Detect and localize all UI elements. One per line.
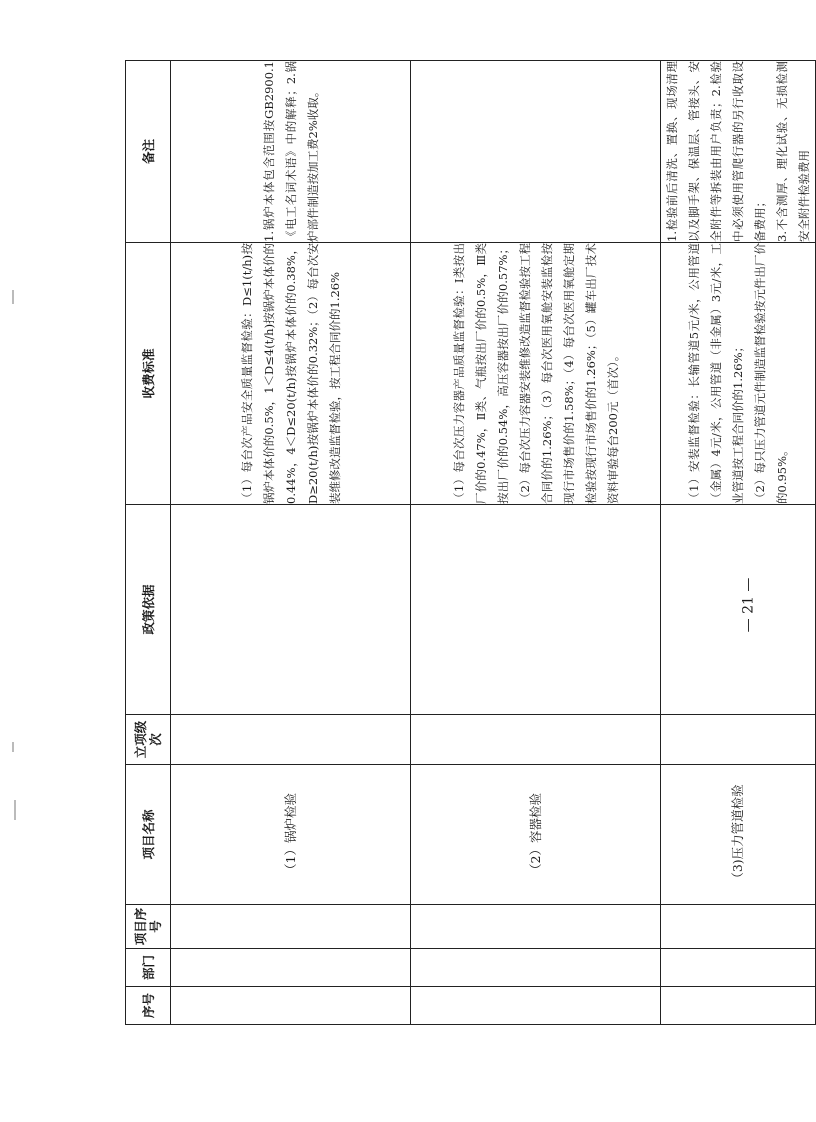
page-number-text: — 21 — [740, 577, 756, 633]
table-header-row [126, 61, 171, 1025]
cell-item-name: （2）容器检验 [411, 765, 661, 905]
cell-remarks: 1.锅炉本体包含范围按GB2900.1《电工名词术语》中的解释；2.锅炉部件制造按加工费2%收取。 [171, 61, 411, 243]
remarks-line: 1.检验前后清洗、置换、现场清理以及脚手架、保温层、管接头、安全附件等拆装由用户负责；2.检验中必须使用管爬行器的另行收取设备费用； [665, 61, 767, 242]
fee-standard-table [125, 60, 816, 1025]
cell-item-seq [171, 905, 411, 949]
header-standard: 收费标准 [126, 243, 171, 505]
cell-level [661, 715, 816, 765]
standard-line: （2）每只压力管道元件制造监督检验按元件出厂价的0.95%。 [753, 243, 789, 504]
table-row [171, 61, 411, 1025]
header-dept: 部门 [126, 949, 171, 987]
cell-policy [411, 505, 661, 715]
table-row [411, 61, 661, 1025]
rotated-document [125, 61, 811, 1025]
cell-standard [661, 243, 816, 505]
cell-standard: （1）每台次压力容器产品质量监督检验：Ⅰ类按出厂价的0.47%，Ⅱ类、气瓶按出厂价的0.5%，Ⅲ类按出厂价的0.54%，高压容器按出厂价的0.57%；（2）每台次压力容器安装维修改造监督检验按工程合同价的1.26%；（3）每台次医用氧舱安装监检按现行市场售价的1.58%；（4）每台次医用氧舱定期检验按现行市场售价的1.26%；（5）罐车出厂技术资料审验每台200元（首次）。 [411, 243, 661, 505]
cell-seq [661, 987, 816, 1025]
table-row [661, 61, 816, 1025]
cell-standard: （1）每台次产品安全质量监督检验：D≤1(t/h)按锅炉本体价的0.5%，1＜D≤4(t/h)按锅炉本体价的0.44%，4＜D≤20(t/h)按锅炉本体价的0.38%，D≥20(t/h)按锅炉本体价的0.32%；（2）每台次安装维修改造监督检验，按工程合同价的1.26% [171, 243, 411, 505]
cell-remarks [661, 61, 816, 243]
cell-policy [171, 505, 411, 715]
header-remarks: 备注 [126, 61, 171, 243]
cell-dept [411, 949, 661, 987]
cell-dept [661, 949, 816, 987]
page-number [733, 565, 763, 645]
header-level: 立项级次 [126, 715, 171, 765]
cell-seq [411, 987, 661, 1025]
standard-line: （1）安装监督检验：长输管道5元/米，公用管道（金属）4元/米，公用管道（非金属）3元/米，工业管道按工程合同价的1.26%； [687, 243, 745, 504]
cell-item-name: （3)压力管道检验 [661, 765, 816, 905]
cell-dept [171, 949, 411, 987]
header-policy: 政策依据 [126, 505, 171, 715]
cell-seq [171, 987, 411, 1025]
remarks-line: 3.不含测厚、理化试验、无损检测安全附件检验费用 [775, 61, 811, 242]
cell-level [171, 715, 411, 765]
header-item-name: 项目名称 [126, 765, 171, 905]
header-seq: 序号 [126, 987, 171, 1025]
cell-level [411, 715, 661, 765]
cell-item-name: （1）锅炉检验 [171, 765, 411, 905]
cell-item-seq [661, 905, 816, 949]
cell-item-seq [411, 905, 661, 949]
header-item-seq: 项目序号 [126, 905, 171, 949]
cell-remarks [411, 61, 661, 243]
